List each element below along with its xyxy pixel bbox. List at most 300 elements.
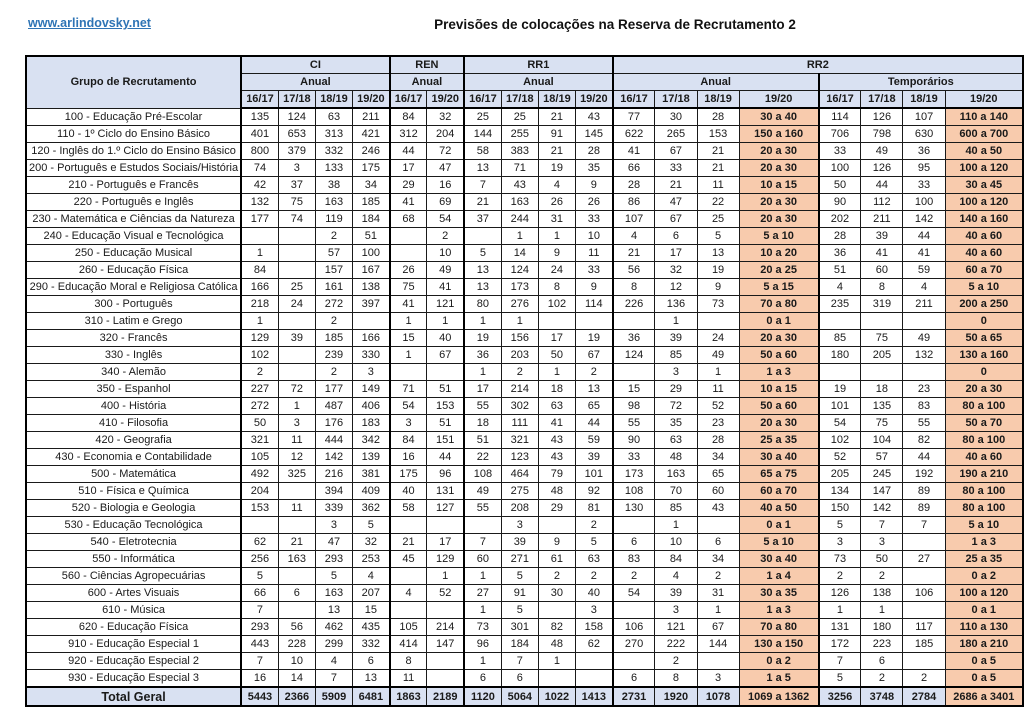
value-cell: 70 a 80 [739, 619, 819, 636]
value-cell: 16 [390, 449, 427, 466]
year-col-header: 16/17 [464, 91, 501, 109]
group-name-cell: 300 - Português [26, 296, 241, 313]
group-name-cell: 260 - Educação Física [26, 262, 241, 279]
value-cell: 5 [315, 568, 352, 585]
table-row [26, 602, 1023, 619]
value-cell: 184 [501, 636, 538, 653]
value-cell: 90 [819, 194, 861, 211]
value-cell: 1863 [390, 687, 427, 706]
value-cell: 7 [315, 670, 352, 688]
value-cell: 163 [278, 551, 315, 568]
year-col-header: 18/19 [538, 91, 575, 109]
value-cell: 319 [861, 296, 903, 313]
value-cell [903, 364, 945, 381]
group-name-cell: 550 - Informática [26, 551, 241, 568]
year-col-header: 19/20 [575, 91, 612, 109]
group-name-cell: 930 - Educação Especial 3 [26, 670, 241, 688]
value-cell: 63 [315, 108, 352, 126]
value-cell: 1 [501, 228, 538, 245]
value-cell [464, 517, 501, 534]
value-cell: 82 [538, 619, 575, 636]
value-cell: 55 [613, 415, 655, 432]
value-cell [278, 602, 315, 619]
group-name-cell: 200 - Português e Estudos Sociais/História [26, 160, 241, 177]
value-cell: 49 [427, 262, 464, 279]
value-cell: 72 [278, 381, 315, 398]
value-cell: 73 [464, 619, 501, 636]
value-cell: 33 [903, 177, 945, 194]
value-cell: 9 [538, 245, 575, 262]
value-cell: 21 [464, 194, 501, 211]
value-cell: 1120 [464, 687, 501, 706]
year-col-header: 18/19 [315, 91, 352, 109]
value-cell: 51 [427, 381, 464, 398]
value-cell: 27 [903, 551, 945, 568]
value-cell: 6 [697, 534, 739, 551]
value-cell: 59 [903, 262, 945, 279]
value-cell: 175 [390, 466, 427, 483]
value-cell: 15 [390, 330, 427, 347]
value-cell [241, 228, 278, 245]
total-row [26, 687, 1023, 706]
value-cell: 67 [427, 347, 464, 364]
value-cell: 32 [655, 262, 697, 279]
value-cell: 173 [613, 466, 655, 483]
value-cell: 9 [575, 177, 612, 194]
value-cell: 1 [464, 602, 501, 619]
value-cell: 26 [390, 262, 427, 279]
value-cell: 10 [655, 534, 697, 551]
value-cell: 36 [903, 143, 945, 160]
value-cell: 2 [315, 228, 352, 245]
value-cell: 1 a 3 [739, 364, 819, 381]
group-name-cell: 500 - Matemática [26, 466, 241, 483]
value-cell: 5 [464, 245, 501, 262]
value-cell: 8 [390, 653, 427, 670]
group-name-cell: 410 - Filosofia [26, 415, 241, 432]
value-cell: 2 [655, 653, 697, 670]
value-cell: 13 [464, 262, 501, 279]
group-name-cell: 560 - Ciências Agropecuárias [26, 568, 241, 585]
value-cell: 18 [538, 381, 575, 398]
value-cell: 1 [241, 245, 278, 262]
value-cell: 40 a 50 [739, 500, 819, 517]
value-cell: 5 [819, 517, 861, 534]
value-cell: 26 [538, 194, 575, 211]
value-cell: 25 [697, 211, 739, 228]
value-cell: 2 [819, 568, 861, 585]
value-cell: 6 [464, 670, 501, 688]
value-cell: 8 [538, 279, 575, 296]
value-cell: 63 [575, 551, 612, 568]
value-cell: 75 [861, 415, 903, 432]
value-cell: 20 a 30 [739, 415, 819, 432]
value-cell: 106 [903, 585, 945, 602]
value-cell: 270 [613, 636, 655, 653]
value-cell: 16 [427, 177, 464, 194]
value-cell: 60 [464, 551, 501, 568]
table-row [26, 551, 1023, 568]
value-cell: 2 [501, 364, 538, 381]
value-cell: 2 [575, 364, 612, 381]
value-cell: 272 [315, 296, 352, 313]
value-cell: 41 [390, 296, 427, 313]
value-cell: 5 a 10 [739, 228, 819, 245]
value-cell: 153 [241, 500, 278, 517]
value-cell: 214 [501, 381, 538, 398]
table-row [26, 653, 1023, 670]
value-cell: 208 [501, 500, 538, 517]
value-cell [278, 245, 315, 262]
value-cell: 49 [464, 483, 501, 500]
value-cell: 190 a 210 [945, 466, 1023, 483]
value-cell: 255 [501, 126, 538, 143]
value-cell [903, 653, 945, 670]
value-cell: 139 [353, 449, 390, 466]
value-cell: 114 [575, 296, 612, 313]
value-cell: 0 a 2 [945, 568, 1023, 585]
value-cell: 24 [697, 330, 739, 347]
value-cell: 51 [353, 228, 390, 245]
group-name-cell: 530 - Educação Tecnológica [26, 517, 241, 534]
subgroup-header-ci-anual: Anual [241, 74, 390, 91]
value-cell: 276 [501, 296, 538, 313]
value-cell: 406 [353, 398, 390, 415]
year-col-header: 17/18 [278, 91, 315, 109]
value-cell: 21 [390, 534, 427, 551]
value-cell: 34 [697, 449, 739, 466]
value-cell: 41 [861, 245, 903, 262]
group-header-rr1: RR1 [464, 56, 613, 74]
value-cell: 70 [655, 483, 697, 500]
value-cell [538, 313, 575, 330]
value-cell: 17 [538, 330, 575, 347]
value-cell: 443 [241, 636, 278, 653]
value-cell: 147 [427, 636, 464, 653]
site-link[interactable]: www.arlindovsky.net [28, 16, 151, 30]
value-cell: 58 [390, 500, 427, 517]
value-cell: 75 [390, 279, 427, 296]
table-row [26, 364, 1023, 381]
value-cell: 101 [575, 466, 612, 483]
value-cell: 4 [315, 653, 352, 670]
value-cell: 117 [903, 619, 945, 636]
value-cell: 38 [315, 177, 352, 194]
value-cell: 132 [241, 194, 278, 211]
value-cell: 130 a 150 [739, 636, 819, 653]
value-cell: 6 [613, 534, 655, 551]
value-cell: 32 [353, 534, 390, 551]
value-cell: 28 [819, 228, 861, 245]
value-cell: 50 a 70 [945, 415, 1023, 432]
value-cell: 40 [575, 585, 612, 602]
value-cell: 166 [353, 330, 390, 347]
value-cell: 7 [501, 653, 538, 670]
value-cell: 65 a 75 [739, 466, 819, 483]
value-cell: 36 [613, 330, 655, 347]
value-cell: 49 [861, 143, 903, 160]
table-row [26, 126, 1023, 143]
value-cell: 2 [861, 568, 903, 585]
value-cell [278, 364, 315, 381]
value-cell: 246 [353, 143, 390, 160]
value-cell: 3256 [819, 687, 861, 706]
value-cell: 17 [390, 160, 427, 177]
value-cell: 383 [501, 143, 538, 160]
value-cell: 1 [464, 653, 501, 670]
value-cell: 227 [241, 381, 278, 398]
value-cell: 362 [353, 500, 390, 517]
value-cell: 5909 [315, 687, 352, 706]
value-cell: 45 [390, 551, 427, 568]
year-col-header: 19/20 [427, 91, 464, 109]
value-cell: 1413 [575, 687, 612, 706]
value-cell: 20 a 30 [739, 143, 819, 160]
table-row [26, 568, 1023, 585]
value-cell: 1 [241, 313, 278, 330]
value-cell: 68 [390, 211, 427, 228]
value-cell: 61 [538, 551, 575, 568]
value-cell: 2 [315, 313, 352, 330]
value-cell: 135 [861, 398, 903, 415]
value-cell: 401 [241, 126, 278, 143]
value-cell: 245 [861, 466, 903, 483]
value-cell: 49 [697, 347, 739, 364]
value-cell: 40 a 50 [945, 143, 1023, 160]
corner-header: Grupo de Recrutamento [26, 56, 241, 108]
value-cell: 153 [427, 398, 464, 415]
value-cell: 379 [278, 143, 315, 160]
group-name-cell: 100 - Educação Pré-Escolar [26, 108, 241, 126]
value-cell: 123 [501, 449, 538, 466]
value-cell: 47 [427, 160, 464, 177]
value-cell: 706 [819, 126, 861, 143]
value-cell: 183 [353, 415, 390, 432]
value-cell: 1 [464, 568, 501, 585]
group-name-cell: 230 - Matemática e Ciências da Natureza [26, 211, 241, 228]
value-cell: 414 [390, 636, 427, 653]
value-cell: 1 [538, 364, 575, 381]
value-cell [613, 364, 655, 381]
value-cell: 9 [538, 534, 575, 551]
value-cell: 9 [697, 279, 739, 296]
value-cell: 110 a 140 [945, 108, 1023, 126]
value-cell: 444 [315, 432, 352, 449]
value-cell: 0 a 5 [945, 653, 1023, 670]
value-cell: 17 [427, 534, 464, 551]
group-name-cell: 220 - Português e Inglês [26, 194, 241, 211]
table-row [26, 177, 1023, 194]
value-cell: 2 [575, 517, 612, 534]
value-cell: 5 [353, 517, 390, 534]
value-cell: 163 [655, 466, 697, 483]
value-cell: 86 [613, 194, 655, 211]
value-cell: 60 a 70 [945, 262, 1023, 279]
table-row [26, 143, 1023, 160]
value-cell: 19 [575, 330, 612, 347]
value-cell: 56 [613, 262, 655, 279]
value-cell: 71 [501, 160, 538, 177]
value-cell: 142 [903, 211, 945, 228]
value-cell: 163 [501, 194, 538, 211]
table-row [26, 347, 1023, 364]
value-cell: 74 [278, 211, 315, 228]
year-col-header: 16/17 [613, 91, 655, 109]
value-cell: 235 [819, 296, 861, 313]
subgroup-header-rr2-temporarios: Temporários [819, 74, 1023, 91]
value-cell: 102 [819, 432, 861, 449]
value-cell: 1 [538, 228, 575, 245]
value-cell: 100 [353, 245, 390, 262]
group-header-ci: CI [241, 56, 390, 74]
group-name-cell: 240 - Educação Visual e Tecnológica [26, 228, 241, 245]
value-cell: 2 [427, 228, 464, 245]
value-cell [903, 568, 945, 585]
value-cell: 1 [390, 347, 427, 364]
value-cell: 142 [861, 500, 903, 517]
value-cell: 20 a 30 [739, 330, 819, 347]
value-cell: 56 [278, 619, 315, 636]
value-cell: 6 [278, 585, 315, 602]
value-cell: 184 [353, 211, 390, 228]
value-cell: 25 [464, 108, 501, 126]
value-cell: 71 [390, 381, 427, 398]
value-cell: 63 [538, 398, 575, 415]
value-cell: 4 [655, 568, 697, 585]
value-cell: 200 a 250 [945, 296, 1023, 313]
value-cell: 83 [903, 398, 945, 415]
value-cell [278, 262, 315, 279]
value-cell [613, 653, 655, 670]
value-cell: 102 [241, 347, 278, 364]
value-cell: 57 [861, 449, 903, 466]
value-cell: 91 [538, 126, 575, 143]
value-cell: 80 a 100 [945, 500, 1023, 517]
value-cell: 55 [464, 500, 501, 517]
value-cell: 39 [655, 585, 697, 602]
value-cell: 5 a 10 [739, 534, 819, 551]
value-cell: 321 [501, 432, 538, 449]
value-cell: 67 [697, 619, 739, 636]
value-cell: 80 a 100 [945, 398, 1023, 415]
value-cell: 218 [241, 296, 278, 313]
value-cell: 272 [241, 398, 278, 415]
value-cell: 80 a 100 [945, 483, 1023, 500]
value-cell: 43 [501, 177, 538, 194]
value-cell: 19 [819, 381, 861, 398]
value-cell: 50 [861, 551, 903, 568]
value-cell: 11 [697, 381, 739, 398]
value-cell: 19 [697, 262, 739, 279]
value-cell: 1 [427, 313, 464, 330]
table-row [26, 313, 1023, 330]
value-cell: 275 [501, 483, 538, 500]
value-cell: 89 [903, 500, 945, 517]
value-cell: 124 [278, 108, 315, 126]
value-cell: 48 [538, 636, 575, 653]
value-cell: 1 [655, 313, 697, 330]
group-name-cell: 540 - Eletrotecnia [26, 534, 241, 551]
value-cell: 75 [861, 330, 903, 347]
value-cell: 30 a 40 [739, 551, 819, 568]
value-cell: 2 [861, 670, 903, 688]
value-cell: 2189 [427, 687, 464, 706]
value-cell: 8 [655, 670, 697, 688]
value-cell: 2686 a 3401 [945, 687, 1023, 706]
value-cell: 5443 [241, 687, 278, 706]
table-row [26, 211, 1023, 228]
value-cell: 100 a 120 [945, 160, 1023, 177]
value-cell [427, 517, 464, 534]
value-cell: 47 [315, 534, 352, 551]
group-name-cell: 600 - Artes Visuais [26, 585, 241, 602]
value-cell: 54 [819, 415, 861, 432]
year-col-header: 17/18 [655, 91, 697, 109]
value-cell: 133 [315, 160, 352, 177]
value-cell: 18 [861, 381, 903, 398]
value-cell: 70 a 80 [739, 296, 819, 313]
value-cell: 69 [427, 194, 464, 211]
value-cell: 176 [315, 415, 352, 432]
value-cell: 41 [903, 245, 945, 262]
value-cell: 2 [575, 568, 612, 585]
value-cell: 85 [819, 330, 861, 347]
value-cell: 1 [861, 602, 903, 619]
value-cell: 226 [613, 296, 655, 313]
value-cell [278, 483, 315, 500]
page-title: Previsões de colocações na Reserva de Recrutamento 2 [434, 17, 796, 32]
value-cell: 0 a 1 [739, 517, 819, 534]
value-cell: 83 [613, 551, 655, 568]
value-cell [427, 364, 464, 381]
value-cell: 66 [241, 585, 278, 602]
value-cell: 228 [278, 636, 315, 653]
value-cell: 20 a 25 [739, 262, 819, 279]
table-row [26, 585, 1023, 602]
value-cell: 147 [861, 483, 903, 500]
value-cell: 17 [464, 381, 501, 398]
value-cell: 22 [464, 449, 501, 466]
value-cell: 60 [697, 483, 739, 500]
value-cell: 84 [241, 262, 278, 279]
value-cell: 8 [861, 279, 903, 296]
value-cell: 462 [315, 619, 352, 636]
value-cell: 4 [819, 279, 861, 296]
value-cell: 72 [655, 398, 697, 415]
value-cell: 127 [427, 500, 464, 517]
value-cell: 177 [241, 211, 278, 228]
value-cell: 630 [903, 126, 945, 143]
value-cell: 13 [697, 245, 739, 262]
value-cell: 10 [575, 228, 612, 245]
value-cell: 50 a 65 [945, 330, 1023, 347]
value-cell: 180 [819, 347, 861, 364]
value-cell: 20 a 30 [945, 381, 1023, 398]
group-name-cell: 250 - Educação Musical [26, 245, 241, 262]
value-cell: 175 [353, 160, 390, 177]
value-cell: 10 a 15 [739, 177, 819, 194]
value-cell: 0 a 1 [739, 313, 819, 330]
value-cell: 156 [501, 330, 538, 347]
value-cell: 5 a 10 [945, 517, 1023, 534]
value-cell: 15 [353, 602, 390, 619]
value-cell: 31 [697, 585, 739, 602]
value-cell: 29 [538, 500, 575, 517]
value-cell: 0 [945, 313, 1023, 330]
value-cell: 130 [613, 500, 655, 517]
table-row [26, 534, 1023, 551]
group-name-cell: 430 - Economia e Contabilidade [26, 449, 241, 466]
